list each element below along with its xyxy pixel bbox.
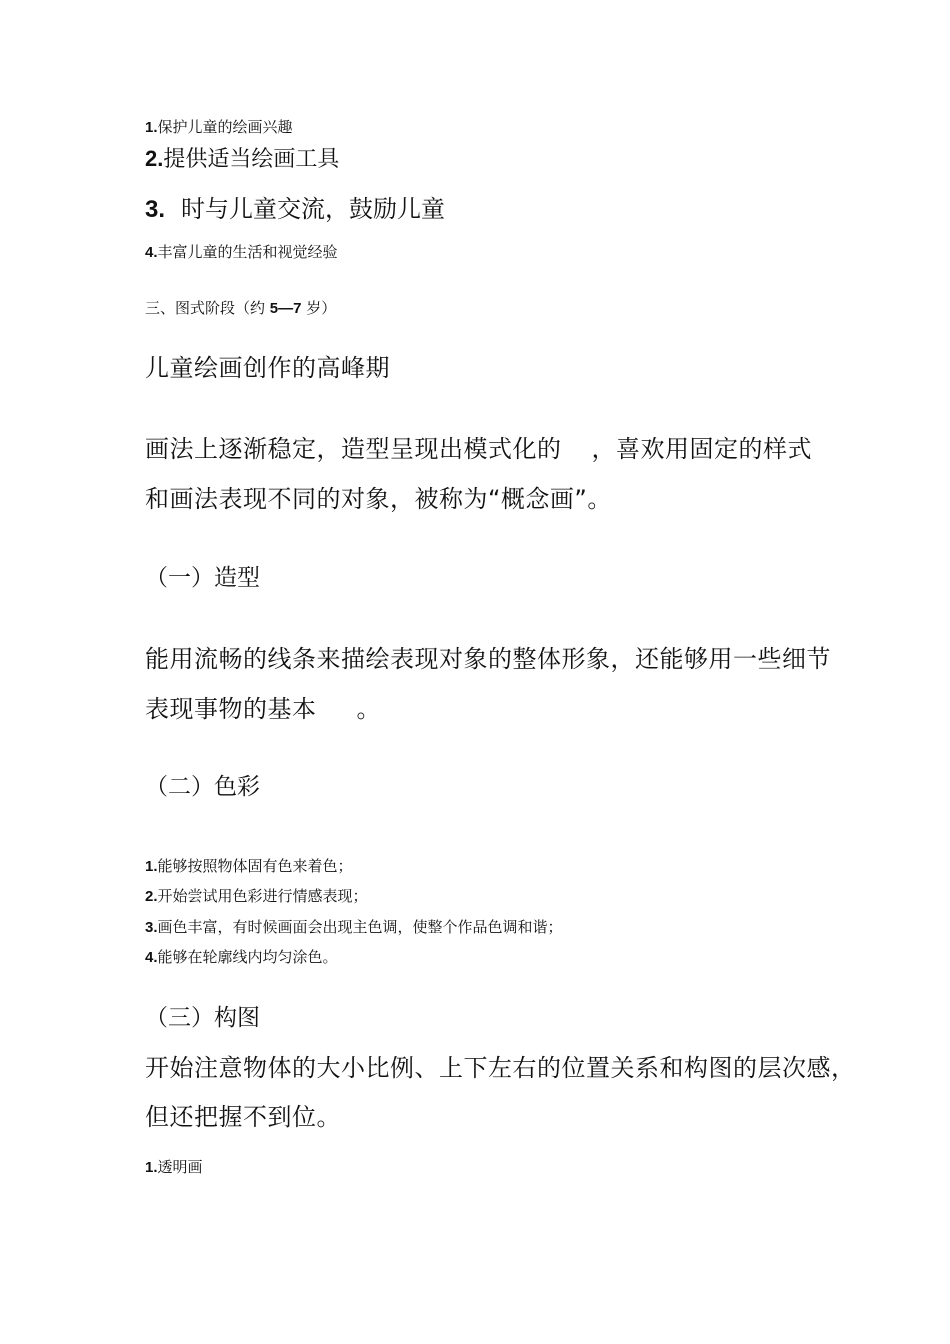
list-text: 保护儿童的绘画兴趣: [157, 118, 293, 136]
list-item: [145, 950, 338, 965]
subsection-heading: [145, 776, 260, 799]
paragraph-line: [145, 1056, 856, 1080]
list-item: [145, 920, 563, 935]
list-number: 2.: [145, 888, 158, 905]
paragraph-text: 开始注意物体的大小比例、上下左右的位置关系和构图的层次感，: [145, 1054, 856, 1082]
subsection-heading: [145, 567, 260, 590]
list-text: 时与儿童交流，鼓励儿童: [181, 195, 446, 223]
list-number: 3.: [145, 919, 158, 936]
paragraph-line: [145, 487, 612, 511]
list-number: 4.: [145, 949, 158, 966]
list-item: [145, 197, 445, 222]
paragraph-text: 儿童绘画创作的高峰期: [145, 354, 390, 382]
paragraph: [145, 356, 390, 380]
list-item: [145, 859, 353, 874]
list-item: [145, 889, 368, 904]
subsection-heading-text: （一）造型: [145, 565, 260, 591]
paragraph-text: 和画法表现不同的对象，被称为“概念画”。: [145, 485, 612, 513]
section-heading-prefix: 三、图式阶段（约: [145, 299, 270, 317]
list-text: 画色丰富，有时候画面会出现主色调，使整个作品色调和谐；: [157, 918, 563, 936]
list-item: [145, 148, 339, 171]
list-number: 1.: [145, 1159, 158, 1176]
list-text: 透明画: [157, 1158, 203, 1176]
paragraph-line: [145, 697, 381, 721]
list-text: 能够在轮廓线内均匀涂色。: [157, 948, 338, 966]
age-range: 5—7: [269, 300, 302, 317]
list-number: 4.: [145, 244, 158, 261]
list-item: [145, 120, 293, 135]
subsection-heading-text: （二）色彩: [145, 774, 260, 800]
paragraph-line: [145, 437, 812, 461]
subsection-heading: [145, 1007, 260, 1030]
paragraph-text: ，喜欢用固定的样式: [591, 435, 812, 463]
list-text: 能够按照物体固有色来着色；: [157, 857, 353, 875]
paragraph-text: 。: [356, 695, 381, 723]
list-number: 2.: [145, 146, 164, 171]
paragraph-text: 表现事物的基本: [145, 695, 317, 723]
list-number: 1.: [145, 119, 158, 136]
list-text: 丰富儿童的生活和视觉经验: [157, 243, 338, 261]
list-number: 3.: [145, 196, 166, 223]
section-heading-suffix: 岁）: [301, 299, 337, 317]
paragraph-text: 能用流畅的线条来描绘表现对象的整体形象，还能够用一些细节: [145, 645, 831, 673]
section-heading: [145, 301, 336, 316]
paragraph-text: 但还把握不到位。: [145, 1103, 341, 1131]
list-text: 开始尝试用色彩进行情感表现；: [157, 887, 368, 905]
list-item: [145, 245, 338, 260]
list-item: [145, 1160, 203, 1175]
list-text: 提供适当绘画工具: [163, 147, 340, 172]
paragraph-line: [145, 1105, 341, 1129]
list-number: 1.: [145, 858, 158, 875]
paragraph-line: [145, 647, 831, 671]
paragraph-text: 画法上逐渐稳定，造型呈现出模式化的: [145, 435, 562, 463]
subsection-heading-text: （三）构图: [145, 1005, 260, 1031]
